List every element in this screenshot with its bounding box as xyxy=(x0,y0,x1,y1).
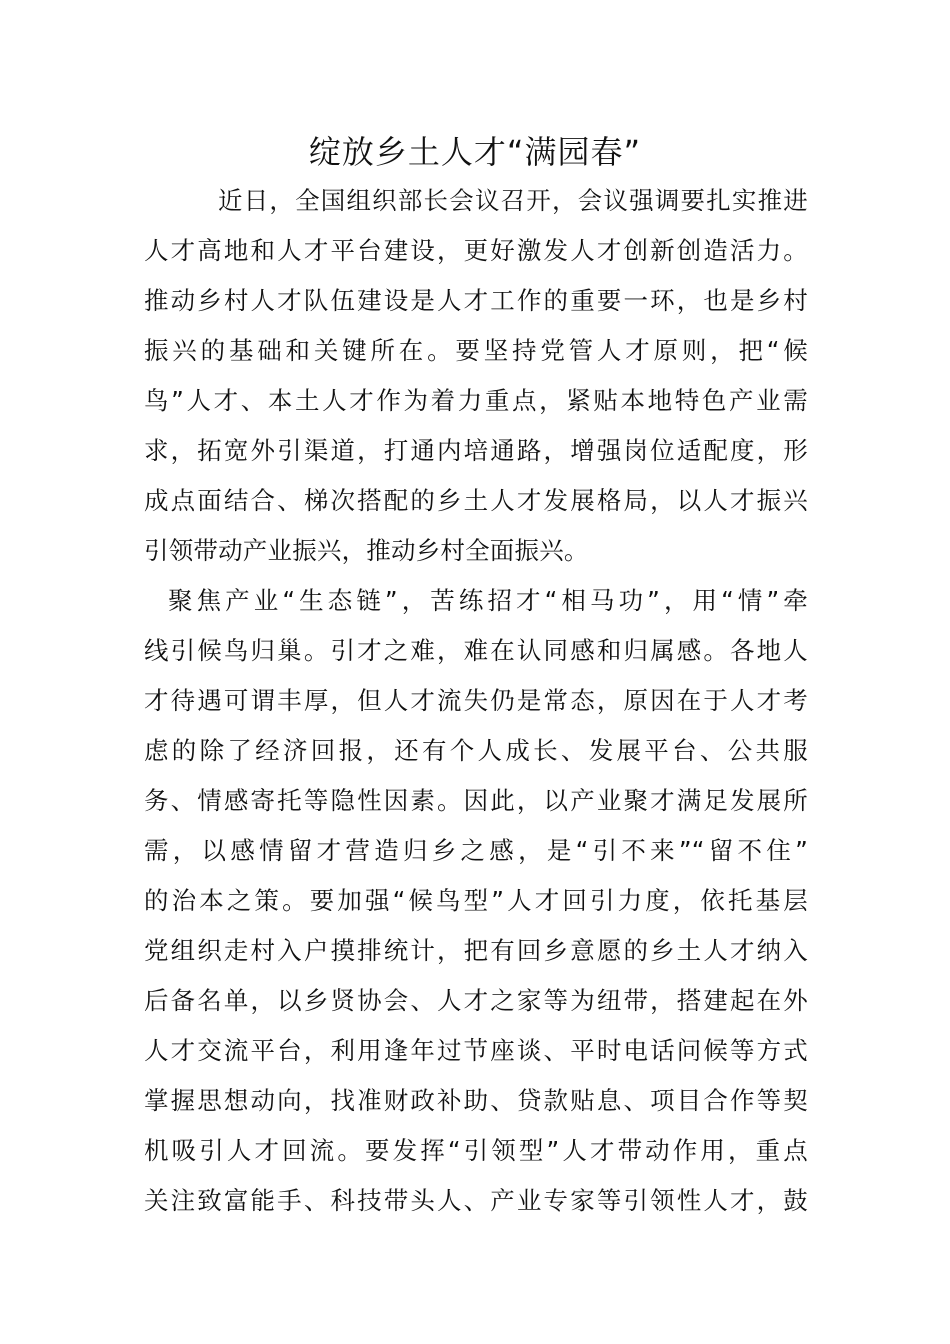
paragraph-line: 务、情感寄托等隐性因素。因此，以产业聚才满足发展所 xyxy=(144,786,808,815)
paragraph-line: 需，以感情留才营造归乡之感，是“引不来”“留不住” xyxy=(144,836,808,865)
paragraph-1 xyxy=(144,176,808,576)
paragraph-line: 振兴的基础和关键所在。要坚持党管人才原则，把“候 xyxy=(144,336,808,365)
paragraph-line: 聚焦产业“生态链”，苦练招才“相马功”，用“情”牵 xyxy=(168,586,808,615)
document-body xyxy=(144,176,808,1226)
paragraph-line: 虑的除了经济回报，还有个人成长、发展平台、公共服 xyxy=(144,736,808,765)
paragraph-line: 关注致富能手、科技带头人、产业专家等引领性人才，鼓 xyxy=(144,1186,808,1215)
paragraph-line: 近日，全国组织部长会议召开，会议强调要扎实推进 xyxy=(218,186,808,215)
paragraph-line: 后备名单，以乡贤协会、人才之家等为纽带，搭建起在外 xyxy=(144,986,808,1015)
paragraph-line: 的治本之策。要加强“候鸟型”人才回引力度，依托基层 xyxy=(144,886,808,915)
document-title: 绽放乡土人才“满园春” xyxy=(308,133,642,171)
paragraph-line: 推动乡村人才队伍建设是人才工作的重要一环，也是乡村 xyxy=(144,286,808,315)
paragraph-line: 引领带动产业振兴，推动乡村全面振兴。 xyxy=(144,536,589,565)
paragraph-line: 才待遇可谓丰厚，但人才流失仍是常态，原因在于人才考 xyxy=(144,686,808,715)
paragraph-2 xyxy=(144,576,808,1226)
paragraph-line: 党组织走村入户摸排统计，把有回乡意愿的乡土人才纳入 xyxy=(144,936,808,965)
paragraph-line: 求，拓宽外引渠道，打通内培通路，增强岗位适配度，形 xyxy=(144,436,808,465)
paragraph-line: 人才交流平台，利用逢年过节座谈、平时电话问候等方式 xyxy=(144,1036,808,1065)
paragraph-line: 掌握思想动向，找准财政补助、贷款贴息、项目合作等契 xyxy=(144,1086,808,1115)
paragraph-line: 人才高地和人才平台建设，更好激发人才创新创造活力。 xyxy=(144,236,808,265)
paragraph-line: 机吸引人才回流。要发挥“引领型”人才带动作用，重点 xyxy=(144,1136,808,1165)
paragraph-line: 鸟”人才、本土人才作为着力重点，紧贴本地特色产业需 xyxy=(144,386,808,415)
paragraph-line: 成点面结合、梯次搭配的乡土人才发展格局，以人才振兴 xyxy=(144,486,808,515)
paragraph-line: 线引候鸟归巢。引才之难，难在认同感和归属感。各地人 xyxy=(144,636,808,665)
